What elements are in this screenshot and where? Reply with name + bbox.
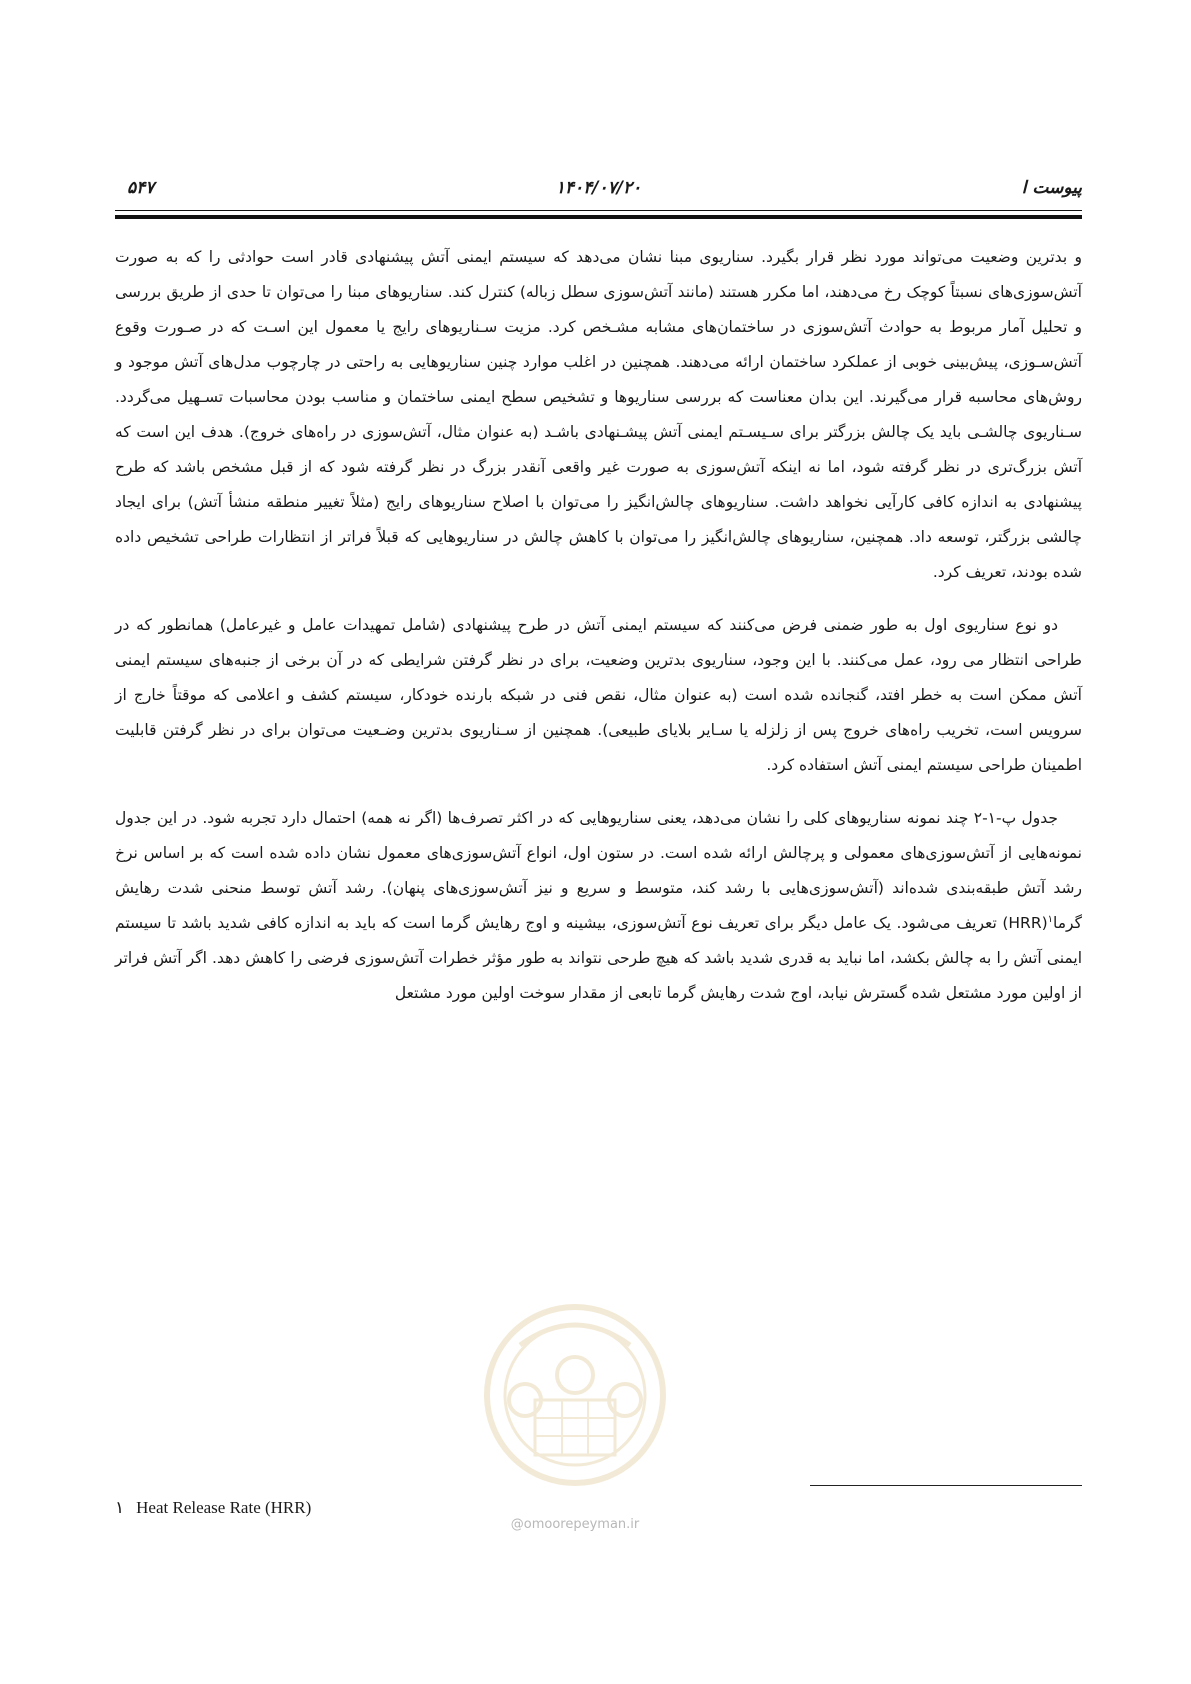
watermark-gear-left	[509, 1384, 541, 1416]
header-page-number: ۵۴۷	[127, 178, 155, 198]
paragraph-table-ref-part2: (HRR) تعریف می‌شود. یک عامل دیگر برای تعریف نوع آتش‌سوزی، بیشینه و اوج رهایش گرما است که باید به اندازه کافی شدید باشد تا سیستم ایمنی آتش را به چالش بکشد، اما نباید به قدری شدید باشد که هیچ طرحی نتواند به طور مؤثر خطرات آتش‌سوزی فرضی را کاهش دهد. اگر آتش فراتر از اولین مورد مشتعل شده گسترش نیابد، اوج شدت رهایش گرما تابعی از مقدار سوخت اولین مورد مشتعل	[115, 914, 1082, 1002]
watermark-gear-right	[609, 1384, 641, 1416]
watermark-inner-ring	[505, 1325, 645, 1465]
paragraph-table-ref-part1: جدول پ-۱-۲ چند نمونه سناریوهای کلی را نشان می‌دهد، یعنی سناریوهایی که در اکثر تصرف‌ها (اگر نه همه) احتمال دارد تجربه شود. در این جدول نمونه‌هایی از آتش‌سوزی‌های معمولی و پرچالش ارائه شده است. در ستون اول، انواع آتش‌سوزی‌های معمول نشان داده شده است که بر اساس نرخ رشد آتش طبقه‌بندی شده‌اند (آتش‌سوزی‌هایی با رشد کند، متوسط و سریع و نیز آتش‌سوزی‌های پنهان). رشد آتش توسط منحنی شدت رهایش گرما	[115, 809, 1082, 932]
footnote-number: ۱	[115, 1498, 125, 1517]
footnote-rule	[810, 1485, 1082, 1486]
watermark-url: @omoorepeyman.ir	[510, 1517, 640, 1532]
body-text	[115, 240, 1082, 1029]
watermark-arc-top	[520, 1325, 630, 1345]
footnote-reference[interactable]: ۱	[1047, 913, 1054, 925]
paragraph-scenarios: و بدترین وضعیت می‌تواند مورد نظر قرار بگیرد. سناریوی مبنا نشان می‌دهد که سیستم ایمنی آتش پیشنهادی قادر است حوادثی را که به صورت آتش‌سوزی‌های نسبتاً کوچک رخ می‌دهند، اما مکرر هستند (مانند آتش‌سوزی سطل زباله) کنترل کند. سناریوهای مبنا را می‌توان تا حدی از طریق بررسی و تحلیل آمار مربوط به حوادث آتش‌سوزی در ساختمان‌های مشابه مشـخص کرد. مزیت سـناریوهای رایج یا معمول این اسـت که در صـورت وقوع آتش‌سـوزی، پیش‌بینی خوبی از عملکرد ساختمان ارائه می‌دهند. همچنین در اغلب موارد چنین سناریوهایی به راحتی در چارچوب مدل‌های آتش موجود و روش‌های محاسبه قرار می‌گیرند. این بدان معناست که بررسی سناریوها و تشخیص سطح ایمنی ساختمان و مناسب بودن محاسبات تسـهیل می‌گردد. سـناریوی چالشـی باید یک چالش بزرگتر برای سـیسـتم ایمنی آتش پیشـنهادی باشـد (به عنوان مثال، آتش‌سوزی در راه‌های خروج). هدف این است که آتش بزرگ‌تری در نظر گرفته شود، اما نه اینکه آتش‌سوزی به صورت غیر واقعی آنقدر بزرگ در نظر گرفته شود که از قبل مشخص باشد که طرح پیشنهادی به اندازه کافی کارآیی نخواهد داشت. سناریوهای چالش‌انگیز را می‌توان با اصلاح سناریوهای رایج (مثلاً تغییر منطقه منشأ آتش) برای ایجاد چالشی بزرگتر، توسعه داد. همچنین، سناریوهای چالش‌انگیز را می‌توان با کاهش چالش در سناریوهایی که قبلاً فراتر از انتظارات طراحی تشخیص داده شده بودند، تعریف کرد.	[115, 248, 1082, 581]
header-section-title: پیوست ا	[1021, 178, 1082, 198]
footnote-text: Heat Release Rate (HRR)	[136, 1498, 312, 1517]
paragraph-table-ref	[115, 801, 1082, 1011]
paragraph-worst-case: دو نوع سناریوی اول به طور ضمنی فرض می‌کنند که سیستم ایمنی آتش در طرح پیشنهادی (شامل تمهیدات عامل و غیرعامل) همانطور که در طراحی انتظار می رود، عمل می‌کنند. با این وجود، سناریوی بدترین وضعیت، برای در نظر گرفتن شرایطی که در آن برخی از جنبه‌های سیستم ایمنی آتش ممکن است به خطر افتد، گنجانده شده است (به عنوان مثال، نقص فنی در شبکه بارنده خودکار، سیستم کشف و اعلامی که موقتاً خارج از سرویس است، تخریب راه‌های خروج پس از زلزله یا سـایر بلایای طبیعی). همچنین از سـناریوی بدترین وضـعیت می‌توان برای در نظر گرفتن قابلیت اطمینان طراحی سیستم ایمنی آتش استفاده کرد.	[115, 616, 1082, 774]
watermark-outer-ring	[487, 1307, 663, 1483]
watermark-logo	[480, 1295, 670, 1495]
header-rule-thick	[115, 215, 1082, 219]
watermark-gear-center	[557, 1357, 593, 1393]
watermark-grid	[535, 1400, 615, 1455]
header-rule-thin	[115, 210, 1082, 211]
header-date: ۱۴۰۴/۰۷/۲۰	[555, 178, 642, 198]
page-header	[115, 178, 1082, 208]
footnote	[115, 1498, 311, 1518]
